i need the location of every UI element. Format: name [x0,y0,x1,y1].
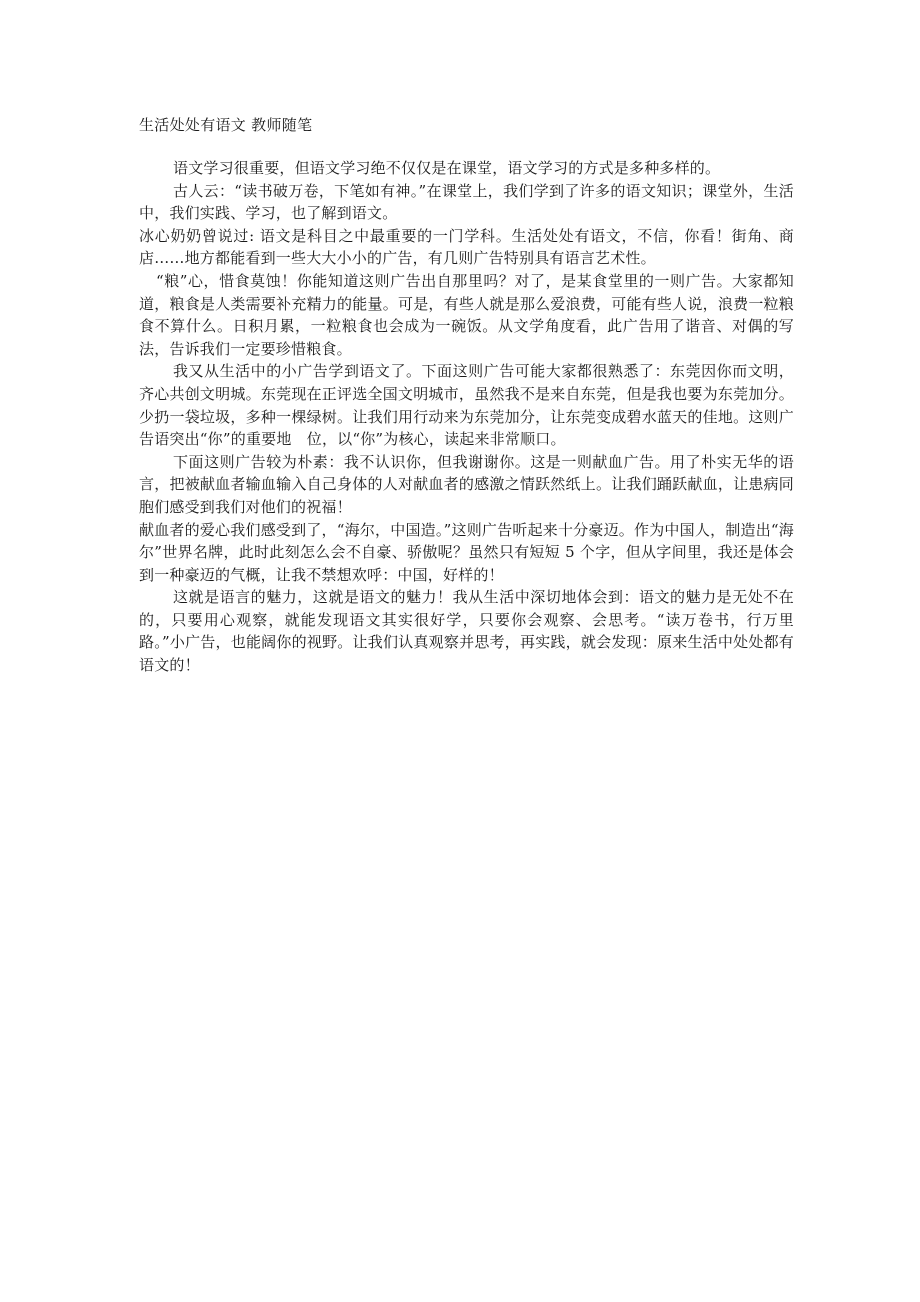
paragraph: 冰心奶奶曾说过: 语文是科目之中最重要的一门学科。生活处处有语文，不信，你看！街角、商店……地方都能看到一些大大小小的广告，有几则广告特别具有语言艺术性。 [139,226,794,268]
document-title: 生活处处有语文 教师随笔 [139,116,313,134]
paragraph: 下面这则广告较为朴素：我不认识你，但我谢谢你。这是一则献血广告。用了朴实无华的语言，把被献血者输血输入自己身体的人对献血者的感激之情跃然纸上。让我们踊跃献血，让患病同胞们感受到我们对他们的祝福！ [139,452,794,516]
paragraph: 语文学习很重要，但语文学习绝不仅仅是在课堂，语文学习的方式是多种多样的。 [173,159,721,177]
paragraph: 献血者的爱心我们感受到了，“海尔，中国造。”这则广告听起来十分豪迈。作为中国人，制造出“海尔”世界名牌，此时此刻怎么会不自豪、骄傲呢？虽然只有短短 5 个字，但从字间里，我还是体会到一种豪迈的气概，让我不禁想欢呼：中国，好样的！ [139,520,794,584]
paragraph: “粮”心，惜食莫蚀！你能知道这则广告出自那里吗？对了，是某食堂里的一则广告。大家都知道，粮食是人类需要补充精力的能量。可是，有些人就是那么爱浪费，可能有些人说，浪费一粒粮食不算什么。日积月累，一粒粮食也会成为一碗饭。从文学角度看，此广告用了谐音、对偶的写法，告诉我们一定要珍惜粮食。 [139,271,794,358]
paragraph: 这就是语言的魅力，这就是语文的魅力！我从生活中深切地体会到：语文的魅力是无处不在的，只要用心观察，就能发现语文其实很好学，只要你会观察、会思考。“读万卷书，行万里路。”小广告，也能阔你的视野。让我们认真观察并思考，再实践，就会发现：原来生活中处处都有语文的！ [139,588,794,675]
paragraph: 我又从生活中的小广告学到语文了。下面这则广告可能大家都很熟悉了：东莞因你而文明，齐心共创文明城。东莞现在正评选全国文明城市，虽然我不是来自东莞，但是我也要为东莞加分。少扔一袋垃圾，多种一棵绿树。让我们用行动来为东莞加分，让东莞变成碧水蓝天的佳地。这则广告语突出“你”的重要地 位，以“你”为核心，读起来非常顺口。 [139,362,794,449]
document-body [139,157,794,677]
paragraph: 古人云：“读书破万卷，下笔如有神。”在课堂上，我们学到了许多的语文知识；课堂外，生活中，我们实践、学习，也了解到语文。 [139,181,794,223]
